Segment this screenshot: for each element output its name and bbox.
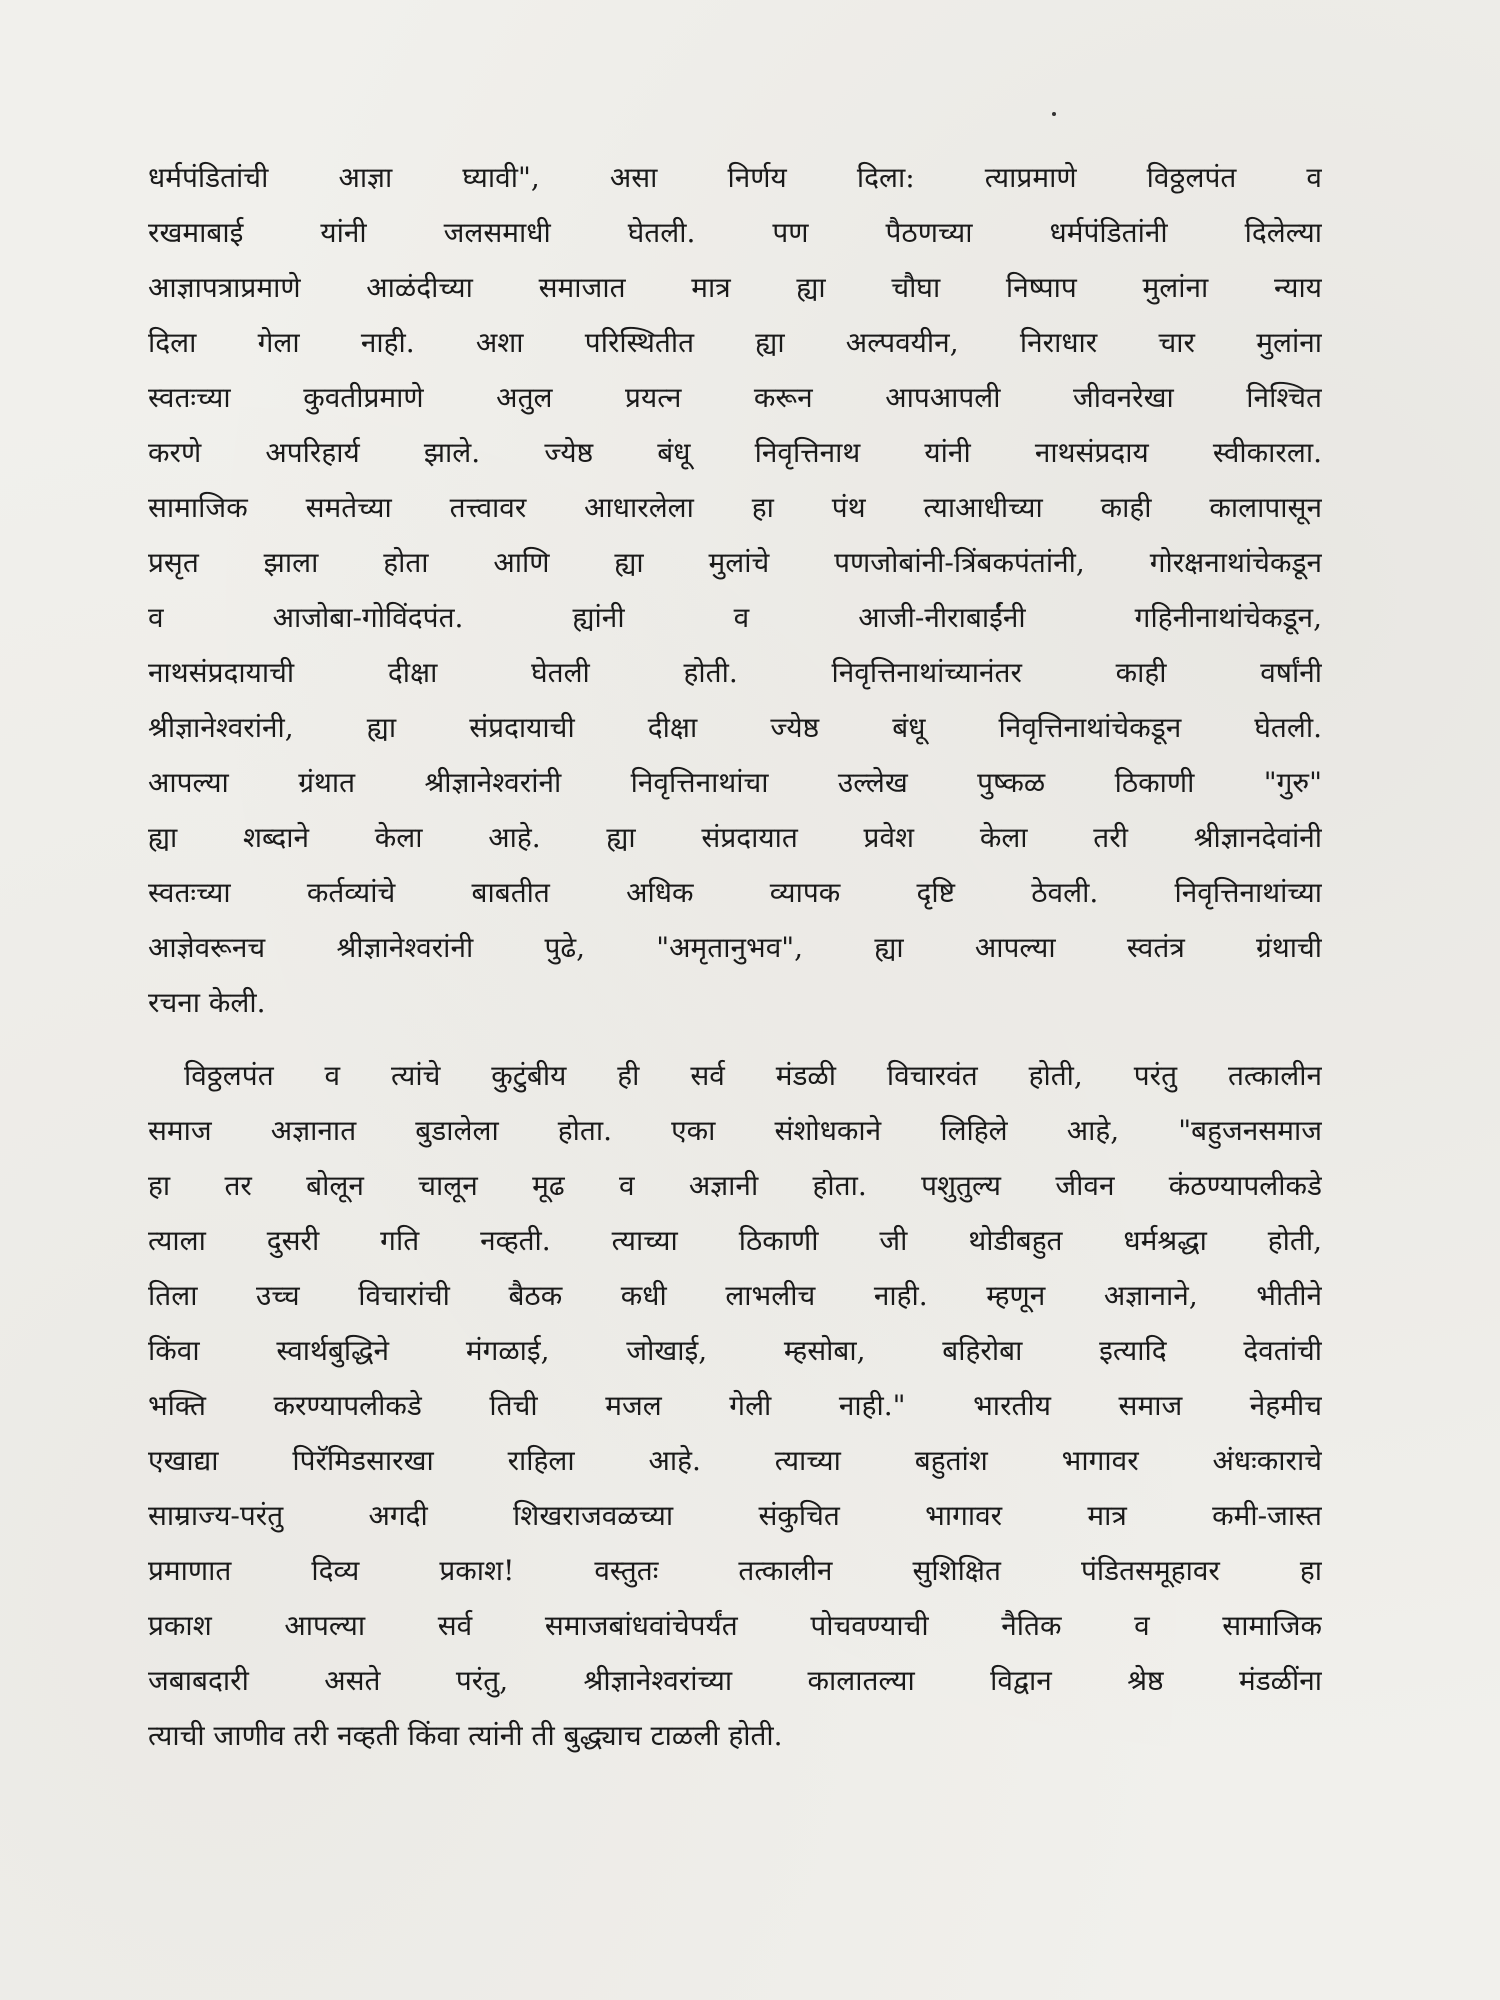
text-line: आज्ञापत्राप्रमाणे आळंदीच्या समाजात मात्र ह्या चौघा निष्पाप मुलांना न्याय: [148, 271, 1322, 304]
text-line: एखाद्या पिरॅमिडसारखा राहिला आहे. त्याच्या बहुतांश भागावर अंधःकाराचे: [148, 1444, 1322, 1477]
text-line: साम्राज्य-परंतु अगदी शिखराजवळच्या संकुचित भागावर मात्र कमी-जास्त: [148, 1499, 1322, 1532]
text-line: हा तर बोलून चालून मूढ व अज्ञानी होता. पशुतुल्य जीवन कंठण्यापलीकडे: [148, 1169, 1322, 1202]
text-line: प्रकाश आपल्या सर्व समाजबांधवांचेपर्यंत पोचवण्याची नैतिक व सामाजिक: [148, 1609, 1322, 1642]
text-line: विठ्ठलपंत व त्यांचे कुटुंबीय ही सर्व मंडळी विचारवंत होती, परंतु तत्कालीन: [184, 1059, 1322, 1092]
text-line: रखमाबाई यांनी जलसमाधी घेतली. पण पैठणच्या धर्मपंडितांनी दिलेल्या: [148, 216, 1322, 249]
text-line: प्रमाणात दिव्य प्रकाश! वस्तुतः तत्कालीन सुशिक्षित पंडितसमूहावर हा: [148, 1554, 1322, 1587]
text-line: समाज अज्ञानात बुडालेला होता. एका संशोधकाने लिहिले आहे, "बहुजनसमाज: [148, 1114, 1322, 1147]
text-line: आज्ञेवरूनच श्रीज्ञानेश्वरांनी पुढे, "अमृतानुभव", ह्या आपल्या स्वतंत्र ग्रंथाची: [148, 931, 1322, 964]
text-line: प्रसृत झाला होता आणि ह्या मुलांचे पणजोबांनी-त्रिंबकपंतांनी, गोरक्षनाथांचेकडून: [148, 546, 1322, 579]
text-line: धर्मपंडितांची आज्ञा घ्यावी", असा निर्णय दिला: त्याप्रमाणे विठ्ठलपंत व: [148, 161, 1322, 194]
body-text: [148, 150, 1322, 1763]
ink-speck: [1052, 112, 1056, 116]
text-line: त्याला दुसरी गति नव्हती. त्याच्या ठिकाणी जी थोडीबहुत धर्मश्रद्धा होती,: [148, 1224, 1322, 1257]
text-line: आपल्या ग्रंथात श्रीज्ञानेश्वरांनी निवृत्तिनाथांचा उल्लेख पुष्कळ ठिकाणी "गुरु": [148, 766, 1322, 799]
text-line: श्रीज्ञानेश्वरांनी, ह्या संप्रदायाची दीक्षा ज्येष्ठ बंधू निवृत्तिनाथांचेकडून घेतली.: [148, 711, 1322, 744]
text-line: त्याची जाणीव तरी नव्हती किंवा त्यांनी ती बुद्ध्याच टाळली होती.: [148, 1719, 783, 1752]
text-line: व आजोबा-गोविंदपंत. ह्यांनी व आजी-नीराबाईंनी गहिनीनाथांचेकडून,: [148, 601, 1322, 634]
paragraph-2: [148, 1048, 1322, 1763]
text-line: रचना केली.: [148, 986, 266, 1019]
text-line: स्वतःच्या कर्तव्यांचे बाबतीत अधिक व्यापक दृष्टि ठेवली. निवृत्तिनाथांच्या: [148, 876, 1322, 909]
text-line: दिला गेला नाही. अशा परिस्थितीत ह्या अल्पवयीन, निराधार चार मुलांना: [148, 326, 1322, 359]
text-line: करणे अपरिहार्य झाले. ज्येष्ठ बंधू निवृत्तिनाथ यांनी नाथसंप्रदाय स्वीकारला.: [148, 436, 1322, 469]
text-line: भक्ति करण्यापलीकडे तिची मजल गेली नाही." भारतीय समाज नेहमीच: [148, 1389, 1322, 1422]
text-line: नाथसंप्रदायाची दीक्षा घेतली होती. निवृत्तिनाथांच्यानंतर काही वर्षांनी: [148, 656, 1322, 689]
text-line: जबाबदारी असते परंतु, श्रीज्ञानेश्वरांच्या कालातल्या विद्वान श्रेष्ठ मंडळींना: [148, 1664, 1322, 1697]
text-line: सामाजिक समतेच्या तत्त्वावर आधारलेला हा पंथ त्याआधीच्या काही कालापासून: [148, 491, 1322, 524]
text-line: ह्या शब्दाने केला आहे. ह्या संप्रदायात प्रवेश केला तरी श्रीज्ञानदेवांनी: [148, 821, 1322, 854]
text-line: स्वतःच्या कुवतीप्रमाणे अतुल प्रयत्न करून आपआपली जीवनरेखा निश्चित: [148, 381, 1322, 414]
paragraph-gap: [148, 1030, 1322, 1048]
text-line: किंवा स्वार्थबुद्धिने मंगळाई, जोखाई, म्हसोबा, बहिरोबा इत्यादि देवतांची: [148, 1334, 1322, 1367]
paragraph-1: [148, 150, 1322, 1030]
text-line: तिला उच्च विचारांची बैठक कधी लाभलीच नाही. म्हणून अज्ञानाने, भीतीने: [148, 1279, 1322, 1312]
